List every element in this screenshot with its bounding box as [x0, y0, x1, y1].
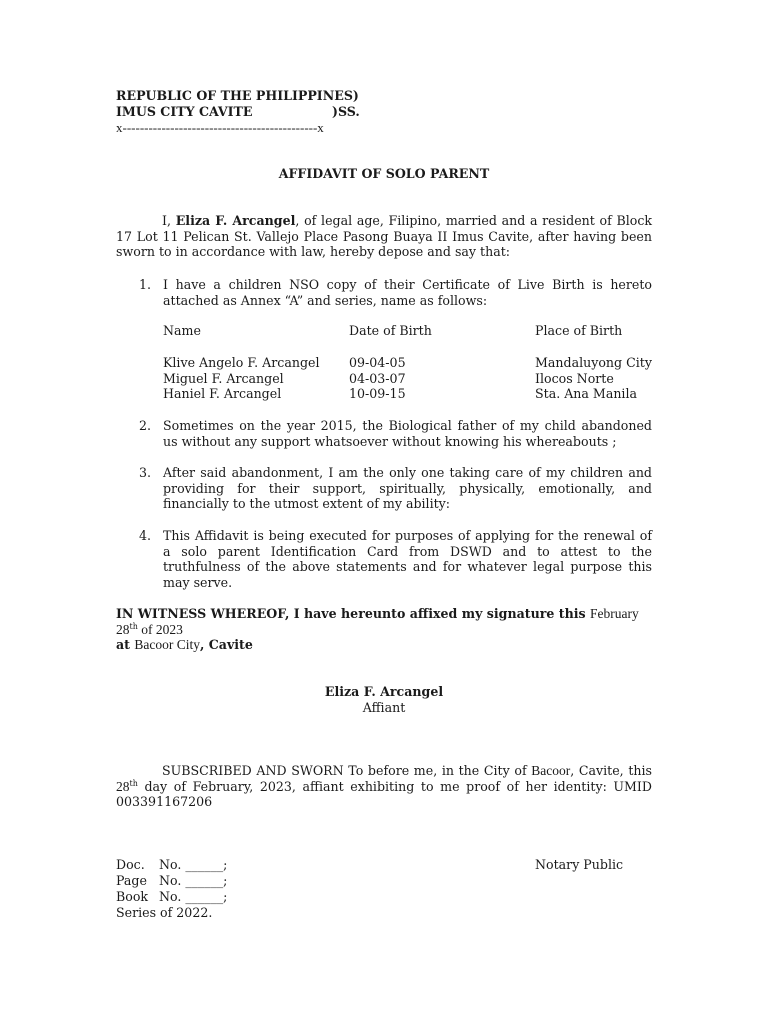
- item-4-text: This Affidavit is being executed for purposes of applying for the renewal of a solo parent Identification Card from DSWD and to attest to the truthfulness of the above statements and for whatever legal purpose this may serve.: [163, 528, 652, 590]
- table-cell-place: Ilocos Norte: [535, 371, 614, 386]
- witness-place-lead: at: [116, 637, 135, 653]
- item-1-number: 1.: [139, 277, 152, 292]
- notary-book-label: Book: [116, 889, 149, 904]
- jurat-part3: day of February, 2023, affiant exhibiting to me proof of her identity: UMID 003391167206: [116, 778, 652, 810]
- item-4-number: 4.: [139, 528, 152, 543]
- witness-date-suffix: th: [129, 621, 138, 631]
- witness-date: February 28: [116, 606, 639, 637]
- notary-book-no: No. ______;: [159, 889, 228, 904]
- item-2-number: 2.: [139, 418, 152, 433]
- witness-paragraph: [116, 606, 652, 653]
- witness-year: of 2023: [137, 621, 183, 637]
- intro-paragraph: [116, 213, 652, 260]
- witness-lead: IN WITNESS WHEREOF, I have hereunto affixed my signature this: [116, 606, 591, 621]
- affiant-signature-name: Eliza F. Arcangel: [324, 684, 444, 699]
- table-cell-dob: 10-09-15: [349, 386, 406, 401]
- table-cell-name: Miguel F. Arcangel: [163, 371, 284, 386]
- caption-line-republic: REPUBLIC OF THE PHILIPPINES): [116, 88, 359, 103]
- jurat-city: Bacoor: [531, 763, 571, 778]
- witness-place: Bacoor City: [134, 637, 200, 653]
- table-cell-name: Klive Angelo F. Arcangel: [163, 355, 320, 370]
- item-3-text: After said abandonment, I am the only one taking care of my children and providing for their support, spiritually, physically, emotionally, and financially to the utmost extent of my ability:: [163, 465, 652, 512]
- notary-series: Series of 2022.: [116, 905, 213, 920]
- intro-lead: I,: [162, 213, 176, 228]
- document-title: AFFIDAVIT OF SOLO PARENT: [278, 166, 490, 181]
- notary-page-label: Page: [116, 873, 147, 888]
- table-cell-dob: 09-04-05: [349, 355, 406, 370]
- table-cell-place: Mandaluyong City: [535, 355, 652, 370]
- table-cell-place: Sta. Ana Manila: [535, 386, 637, 401]
- affiant-name-inline: Eliza F. Arcangel: [175, 213, 296, 228]
- table-cell-dob: 04-03-07: [349, 371, 406, 386]
- notary-page-no: No. ______;: [159, 873, 228, 888]
- notary-doc-no: No. ______;: [159, 857, 228, 872]
- caption-line-city: IMUS CITY CAVITE: [116, 104, 253, 119]
- notary-public-title: Notary Public: [535, 857, 624, 872]
- intro-body: , of legal age, Filipino, married and a resident of Block 17 Lot 11 Pelican St. Vallejo Place Pasong Buaya II Imus Cavite, after having been sworn to in accordance with law, hereby depose and say that:: [116, 213, 653, 260]
- caption-separator: x---------------------------------------------x: [116, 120, 324, 135]
- table-header-place: Place of Birth: [535, 323, 623, 338]
- notary-doc-label: Doc.: [116, 857, 145, 872]
- jurat-day-suffix: th: [129, 778, 138, 788]
- affiant-role: Affiant: [362, 700, 406, 715]
- item-3-number: 3.: [139, 465, 152, 480]
- jurat-paragraph: [116, 763, 652, 810]
- item-1-text: I have a children NSO copy of their Certificate of Live Birth is hereto attached as Annex “A” and series, name as follows:: [163, 277, 652, 308]
- table-header-name: Name: [163, 323, 201, 338]
- caption-ss: )SS.: [332, 104, 360, 119]
- item-2-text: Sometimes on the year 2015, the Biological father of my child abandoned us without any support whatsoever without knowing his whereabouts ;: [163, 418, 652, 449]
- table-cell-name: Haniel F. Arcangel: [163, 386, 282, 401]
- witness-place-tail: , Cavite: [200, 637, 253, 653]
- jurat-day: 28: [116, 778, 130, 794]
- jurat-part2: , Cavite, this: [570, 763, 652, 778]
- table-header-dob: Date of Birth: [349, 323, 432, 338]
- jurat-part1: SUBSCRIBED AND SWORN To before me, in the City of: [162, 763, 532, 778]
